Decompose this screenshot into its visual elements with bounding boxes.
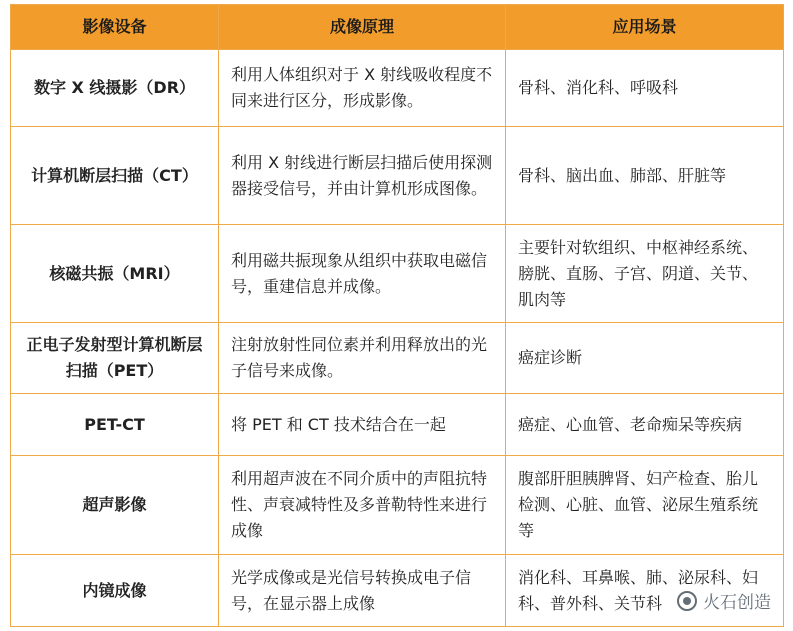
- principle-cell: 利用超声波在不同介质中的声阻抗特性、声衰减特性及多普勒特性来进行成像: [219, 456, 506, 555]
- principle-cell: 利用 X 射线进行断层扫描后使用探测器接受信号，并由计算机形成图像。: [219, 127, 506, 225]
- scene-cell: 腹部肝胆胰脾肾、妇产检查、胎儿检测、心脏、血管、泌尿生殖系统等: [506, 456, 784, 555]
- principle-cell: 利用人体组织对于 X 射线吸收程度不同来进行区分，形成影像。: [219, 50, 506, 127]
- device-cell: 正电子发射型计算机断层扫描（PET）: [11, 323, 219, 394]
- scene-cell: 癌症诊断: [506, 323, 784, 394]
- scene-cell: 骨科、消化科、呼吸科: [506, 50, 784, 127]
- table-row: [11, 323, 784, 394]
- scene-cell: 癌症、心血管、老命痴呆等疾病: [506, 394, 784, 456]
- principle-cell: 利用磁共振现象从组织中获取电磁信号，重建信息并成像。: [219, 225, 506, 323]
- principle-cell: 光学成像或是光信号转换成电子信号，在显示器上成像: [219, 555, 506, 627]
- header-principle: 成像原理: [219, 5, 506, 50]
- scene-cell: 主要针对软组织、中枢神经系统、膀胱、直肠、子宫、阴道、关节、肌肉等: [506, 225, 784, 323]
- wechat-logo-icon: [677, 591, 697, 611]
- table-row: [11, 127, 784, 225]
- table-row: [11, 456, 784, 555]
- device-cell: PET-CT: [11, 394, 219, 456]
- scene-cell: 消化科、耳鼻喉、肺、泌尿科、妇科、普外科、关节科: [506, 555, 784, 627]
- device-cell: 超声影像: [11, 456, 219, 555]
- table-header: [11, 5, 784, 50]
- table-row: [11, 50, 784, 127]
- header-scene: 应用场景: [506, 5, 784, 50]
- device-cell: 数字 X 线摄影（DR）: [11, 50, 219, 127]
- watermark-text: 火石创造: [703, 593, 771, 613]
- table-row: [11, 225, 784, 323]
- device-cell: 核磁共振（MRI）: [11, 225, 219, 323]
- header-device: 影像设备: [11, 5, 219, 50]
- table-row: [11, 394, 784, 456]
- scene-cell: 骨科、脑出血、肺部、肝脏等: [506, 127, 784, 225]
- imaging-device-table: [10, 4, 784, 627]
- table-row: [11, 555, 784, 627]
- principle-cell: 注射放射性同位素并利用释放出的光子信号来成像。: [219, 323, 506, 394]
- header-row: [11, 5, 784, 50]
- device-cell: 内镜成像: [11, 555, 219, 627]
- principle-cell: 将 PET 和 CT 技术结合在一起: [219, 394, 506, 456]
- table-body: [11, 50, 784, 627]
- device-cell: 计算机断层扫描（CT）: [11, 127, 219, 225]
- watermark: [677, 588, 771, 613]
